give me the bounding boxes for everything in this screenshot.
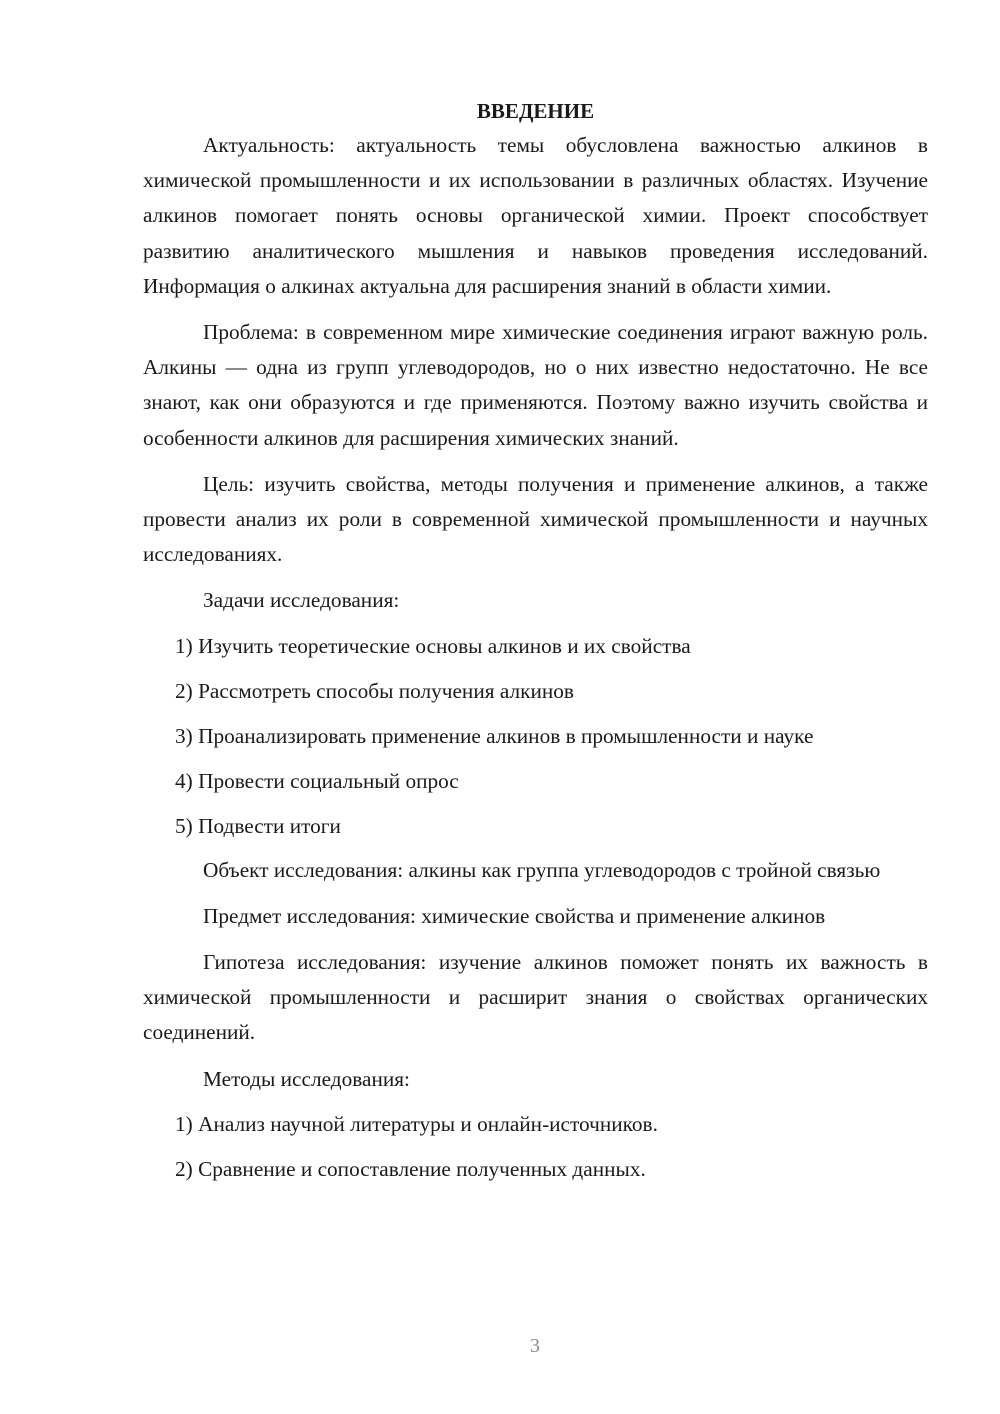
- object-paragraph: Объект исследования: алкины как группа углеводородов с тройной связью: [203, 857, 881, 882]
- list-item: 2) Сравнение и сопоставление полученных данных.: [175, 1157, 646, 1182]
- methods-list: [143, 1107, 928, 1187]
- tasks-list: [143, 629, 928, 845]
- list-item: 4) Провести социальный опрос: [175, 769, 459, 794]
- list-item: 2) Рассмотреть способы получения алкинов: [175, 678, 574, 703]
- relevance-paragraph: Актуальность: актуальность темы обусловлена важностью алкинов в химической промышленности и их использовании в различных областях. Изучение алкинов помогает понять основы органической химии. Проект способствует развитию аналитического мышления и навыков проведения исследований. Информация о алкинах актуальна для расширения знаний в области химии.: [143, 133, 928, 298]
- subject-paragraph: Предмет исследования: химические свойства и применение алкинов: [203, 903, 826, 928]
- methods-label: Методы исследования:: [203, 1066, 410, 1091]
- tasks-label: Задачи исследования:: [203, 588, 400, 613]
- page-title: ВВЕДЕНИЕ: [476, 99, 595, 123]
- list-item: 5) Подвести итоги: [175, 814, 341, 839]
- page-content: [143, 96, 928, 1187]
- hypothesis-paragraph: Гипотеза исследования: изучение алкинов поможет понять их важность в химической промышленности и расширит знания о свойствах органических соединений.: [143, 950, 928, 1045]
- problem-paragraph: Проблема: в современном мире химические соединения играют важную роль. Алкины — одна из групп углеводородов, но о них известно недостаточно. Не все знают, как они образуются и где применяются. Поэтому важно изучить свойства и особенности алкинов для расширения химических знаний.: [143, 320, 928, 450]
- goal-paragraph: Цель: изучить свойства, методы получения и применение алкинов, а также провести анализ их роли в современной химической промышленности и научных исследованиях.: [143, 471, 928, 567]
- page-number: 3: [530, 1335, 540, 1357]
- list-item: 1) Анализ научной литературы и онлайн-источников.: [175, 1111, 658, 1136]
- list-item: 1) Изучить теоретические основы алкинов и их свойства: [175, 633, 691, 658]
- list-item: 3) Проанализировать применение алкинов в промышленности и науке: [175, 724, 814, 749]
